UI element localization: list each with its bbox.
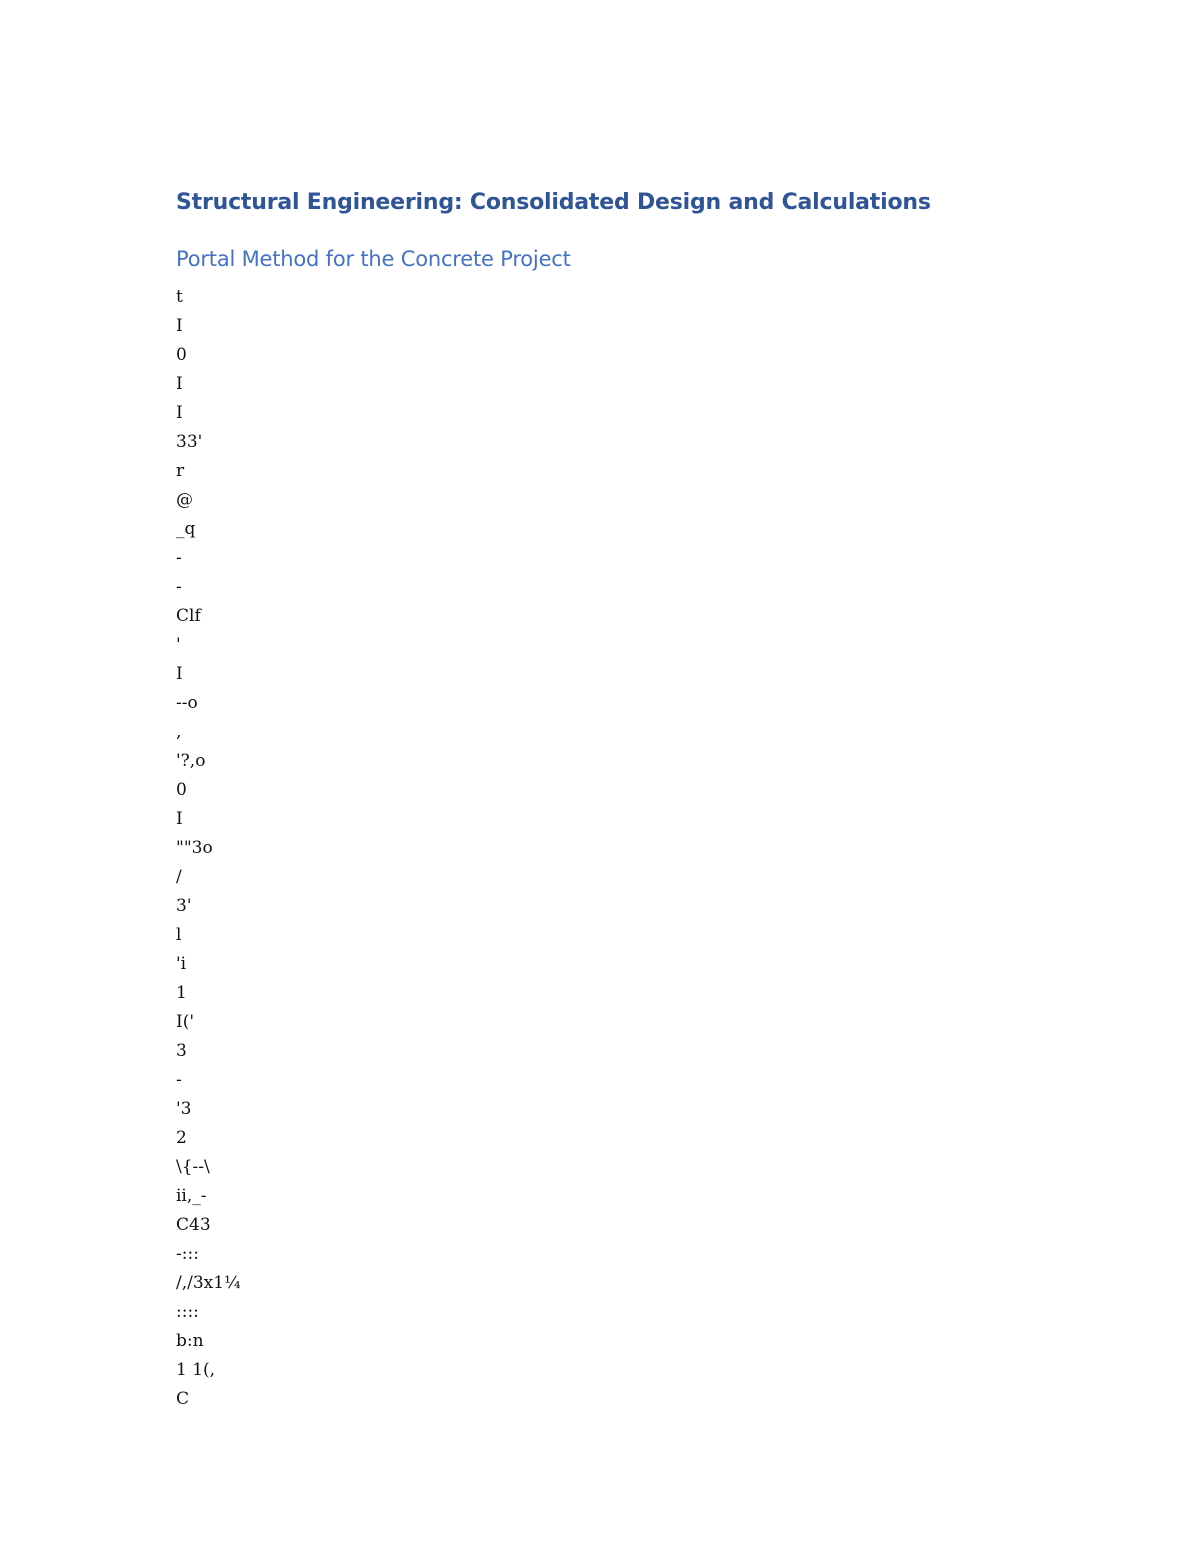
text-line: /,/3x1¼ (176, 1273, 241, 1293)
text-line: Clf (176, 606, 201, 626)
text-line: C43 (176, 1215, 211, 1235)
document-title: Structural Engineering: Consolidated Design and Calculations (176, 190, 931, 215)
text-line: ii,_- (176, 1186, 207, 1206)
text-line: , (176, 722, 182, 742)
text-line: ' (176, 635, 181, 655)
text-line: I(' (176, 1012, 195, 1032)
text-line: I (176, 664, 183, 684)
text-line: 1 (176, 983, 187, 1003)
text-line: :::: (176, 1302, 199, 1322)
text-line: 3 (176, 1041, 187, 1061)
text-line: I (176, 403, 183, 423)
text-line: @ (176, 490, 193, 510)
text-line: --o (176, 693, 198, 713)
text-line: 0 (176, 345, 187, 365)
text-line: l (176, 925, 182, 945)
text-line: b:n (176, 1331, 204, 1351)
text-line: / (176, 867, 182, 887)
text-line: 0 (176, 780, 187, 800)
text-line: _q (176, 519, 196, 539)
text-line: \{--\ (176, 1157, 210, 1177)
text-line: 2 (176, 1128, 187, 1148)
text-line: 3' (176, 896, 192, 916)
text-line: I (176, 809, 183, 829)
text-line: -::: (176, 1244, 199, 1264)
text-line: - (176, 577, 182, 597)
text-line: t (176, 287, 183, 307)
text-line: ""3o (176, 838, 213, 858)
ocr-text-lines (176, 283, 241, 1414)
text-line: r (176, 461, 185, 481)
text-line: 33' (176, 432, 203, 452)
text-line: C (176, 1389, 190, 1409)
text-line: - (176, 1070, 182, 1090)
section-heading: Portal Method for the Concrete Project (176, 247, 571, 271)
text-line: '3 (176, 1099, 192, 1119)
text-line: I (176, 374, 183, 394)
text-line: - (176, 548, 182, 568)
text-line: I (176, 316, 183, 336)
text-line: '?,o (176, 751, 206, 771)
text-line: 1 1(, (176, 1360, 216, 1380)
text-line: 'i (176, 954, 187, 974)
